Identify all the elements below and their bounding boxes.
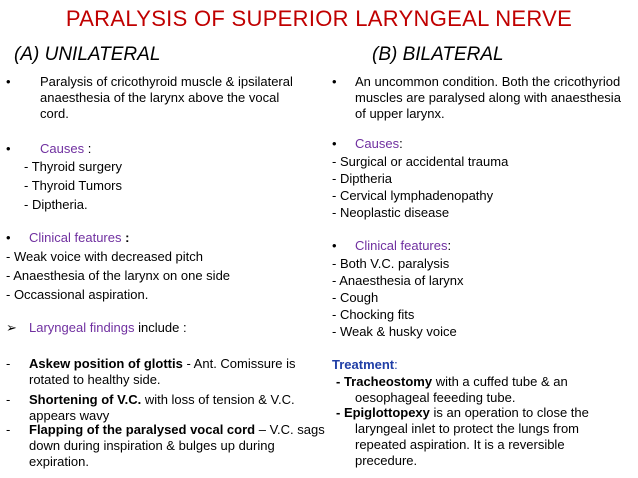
unilateral-heading: (A) UNILATERAL: [14, 44, 161, 65]
treatment-heading: [332, 357, 398, 373]
dash: -: [6, 356, 11, 371]
colon: :: [447, 238, 452, 253]
list-item: - Cervical lymphadenopathy: [332, 188, 494, 203]
text-line: muscles are paralysed along with anaesthesia: [355, 90, 621, 105]
page-title: PARALYSIS OF SUPERIOR LARYNGEAL NERVE: [65, 6, 573, 31]
text: – V.C. sags: [255, 422, 325, 437]
list-item: - Occassional aspiration.: [6, 287, 149, 302]
unilateral-causes-list: [24, 157, 122, 214]
clinical-label: Clinical features: [355, 238, 448, 253]
unilateral-definition: [40, 74, 293, 122]
causes-label: Causes: [355, 136, 400, 151]
finding-2: [29, 392, 295, 424]
bilateral-clinical-list: [332, 255, 464, 340]
text: is an operation to close the: [429, 405, 589, 420]
text-line: expiration.: [29, 454, 89, 469]
treatment-2: [336, 405, 589, 469]
dash: -: [6, 422, 11, 437]
bilateral-heading: (B) BILATERAL: [372, 44, 504, 65]
bold-text: - Tracheostomy: [336, 374, 433, 389]
list-item: - Weak & husky voice: [332, 324, 457, 339]
unilateral-clinical-list: [6, 247, 230, 304]
list-item: - Both V.C. paralysis: [332, 256, 450, 271]
bullet: •: [6, 141, 11, 156]
bilateral-causes-list: [332, 153, 508, 221]
text-line: [29, 422, 325, 438]
list-item: - Cough: [332, 290, 379, 305]
text-line: precedure.: [355, 453, 418, 468]
list-item: - Anaesthesia of larynx: [332, 273, 464, 288]
treatment-1: [336, 374, 568, 406]
text-line: [29, 356, 296, 372]
causes-label: Causes: [40, 141, 85, 156]
text-line: of upper larynx.: [355, 106, 445, 121]
text-line: down during inspiration & bulges up during: [29, 438, 275, 453]
bullet: •: [6, 74, 11, 89]
bullet: •: [332, 74, 337, 89]
text-line: anaesthesia of the larynx above the vocal: [40, 90, 280, 105]
text-line: An uncommon condition. Both the cricothyriod: [355, 74, 621, 89]
bullet: •: [6, 230, 11, 245]
bold-text: Askew position of glottis: [29, 356, 183, 371]
text-line: Paralysis of cricothyroid muscle & ipsilateral: [40, 74, 293, 89]
bold-text: Flapping of the paralysed vocal cord: [29, 422, 256, 437]
text: with a cuffed tube & an: [432, 374, 568, 389]
bilateral-definition: [355, 74, 621, 122]
colon: :: [394, 357, 398, 372]
clinical-label: Clinical features: [29, 230, 122, 245]
laryngeal-rest: include :: [134, 320, 187, 335]
list-item: - Surgical or accidental trauma: [332, 154, 509, 169]
bullet: •: [332, 136, 337, 151]
list-item: - Thyroid Tumors: [24, 178, 123, 193]
text-line: [336, 405, 589, 421]
text-line: [336, 374, 568, 390]
text-line: laryngeal inlet to protect the lungs from: [355, 421, 580, 436]
text: with loss of tension & V.C.: [141, 392, 295, 407]
bold-text: Shortening of V.C.: [29, 392, 142, 407]
text-line: oesophageal feeeding tube.: [355, 390, 516, 405]
list-item: - Diptheria.: [24, 197, 88, 212]
text-line: repeated aspiration. It is a reversible: [355, 437, 565, 452]
unilateral-clinical-heading: [29, 230, 129, 246]
colon: :: [84, 141, 92, 156]
colon: :: [121, 230, 130, 245]
unilateral-causes-heading: [40, 141, 91, 157]
list-item: - Weak voice with decreased pitch: [6, 249, 204, 264]
bilateral-causes-heading: [355, 136, 403, 152]
text-line: appears wavy: [29, 408, 110, 423]
colon: :: [399, 136, 403, 151]
bold-text: - Epiglottopexy: [336, 405, 430, 420]
treatment-label: Treatment: [332, 357, 395, 372]
text: - Ant. Comissure is: [182, 356, 296, 371]
laryngeal-label: Laryngeal findings: [29, 320, 135, 335]
bullet: •: [332, 238, 337, 253]
list-item: - Neoplastic disease: [332, 205, 450, 220]
arrow-bullet: ➢: [6, 320, 17, 335]
finding-3: [29, 422, 325, 470]
list-item: - Diptheria: [332, 171, 392, 186]
text-line: cord.: [40, 106, 69, 121]
bilateral-clinical-heading: [355, 238, 451, 254]
finding-1: [29, 356, 296, 388]
text-line: [29, 392, 295, 408]
list-item: - Chocking fits: [332, 307, 415, 322]
laryngeal-findings-heading: [29, 320, 187, 336]
list-item: - Thyroid surgery: [24, 159, 123, 174]
dash: -: [6, 392, 11, 407]
text-line: rotated to healthy side.: [29, 372, 161, 387]
list-item: - Anaesthesia of the larynx on one side: [6, 268, 231, 283]
